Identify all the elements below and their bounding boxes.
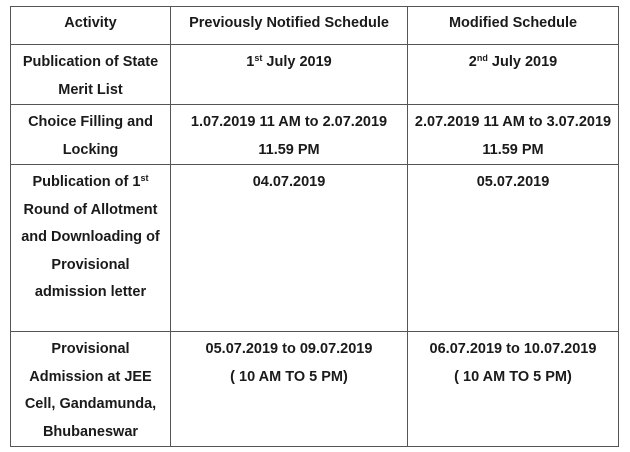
header-activity: Activity: [11, 7, 171, 45]
previous-schedule-cell: 05.07.2019 to 09.07.2019 ( 10 AM TO 5 PM): [171, 332, 408, 447]
activity-cell: Publication of 1st Round of Allotment and Downloading of Provisional admission letter: [11, 165, 171, 332]
table-row: [11, 105, 619, 165]
modified-schedule-cell: 2.07.2019 11 AM to 3.07.2019 11.59 PM: [408, 105, 619, 165]
previous-schedule-cell: 1.07.2019 11 AM to 2.07.2019 11.59 PM: [171, 105, 408, 165]
schedule-table: [10, 6, 619, 447]
header-modified-schedule: Modified Schedule: [408, 7, 619, 45]
activity-cell: Choice Filling and Locking: [11, 105, 171, 165]
previous-schedule-cell: 1st July 2019: [171, 45, 408, 105]
modified-schedule-cell: 05.07.2019: [408, 165, 619, 332]
activity-cell: Provisional Admission at JEE Cell, Gandamunda, Bhubaneswar: [11, 332, 171, 447]
table-row: [11, 165, 619, 332]
header-row: [11, 7, 619, 45]
activity-cell: Publication of State Merit List: [11, 45, 171, 105]
table-row: [11, 45, 619, 105]
previous-schedule-cell: 04.07.2019: [171, 165, 408, 332]
table-row: [11, 332, 619, 447]
modified-schedule-cell: 2nd July 2019: [408, 45, 619, 105]
header-previous-schedule: Previously Notified Schedule: [171, 7, 408, 45]
modified-schedule-cell: 06.07.2019 to 10.07.2019 ( 10 AM TO 5 PM): [408, 332, 619, 447]
